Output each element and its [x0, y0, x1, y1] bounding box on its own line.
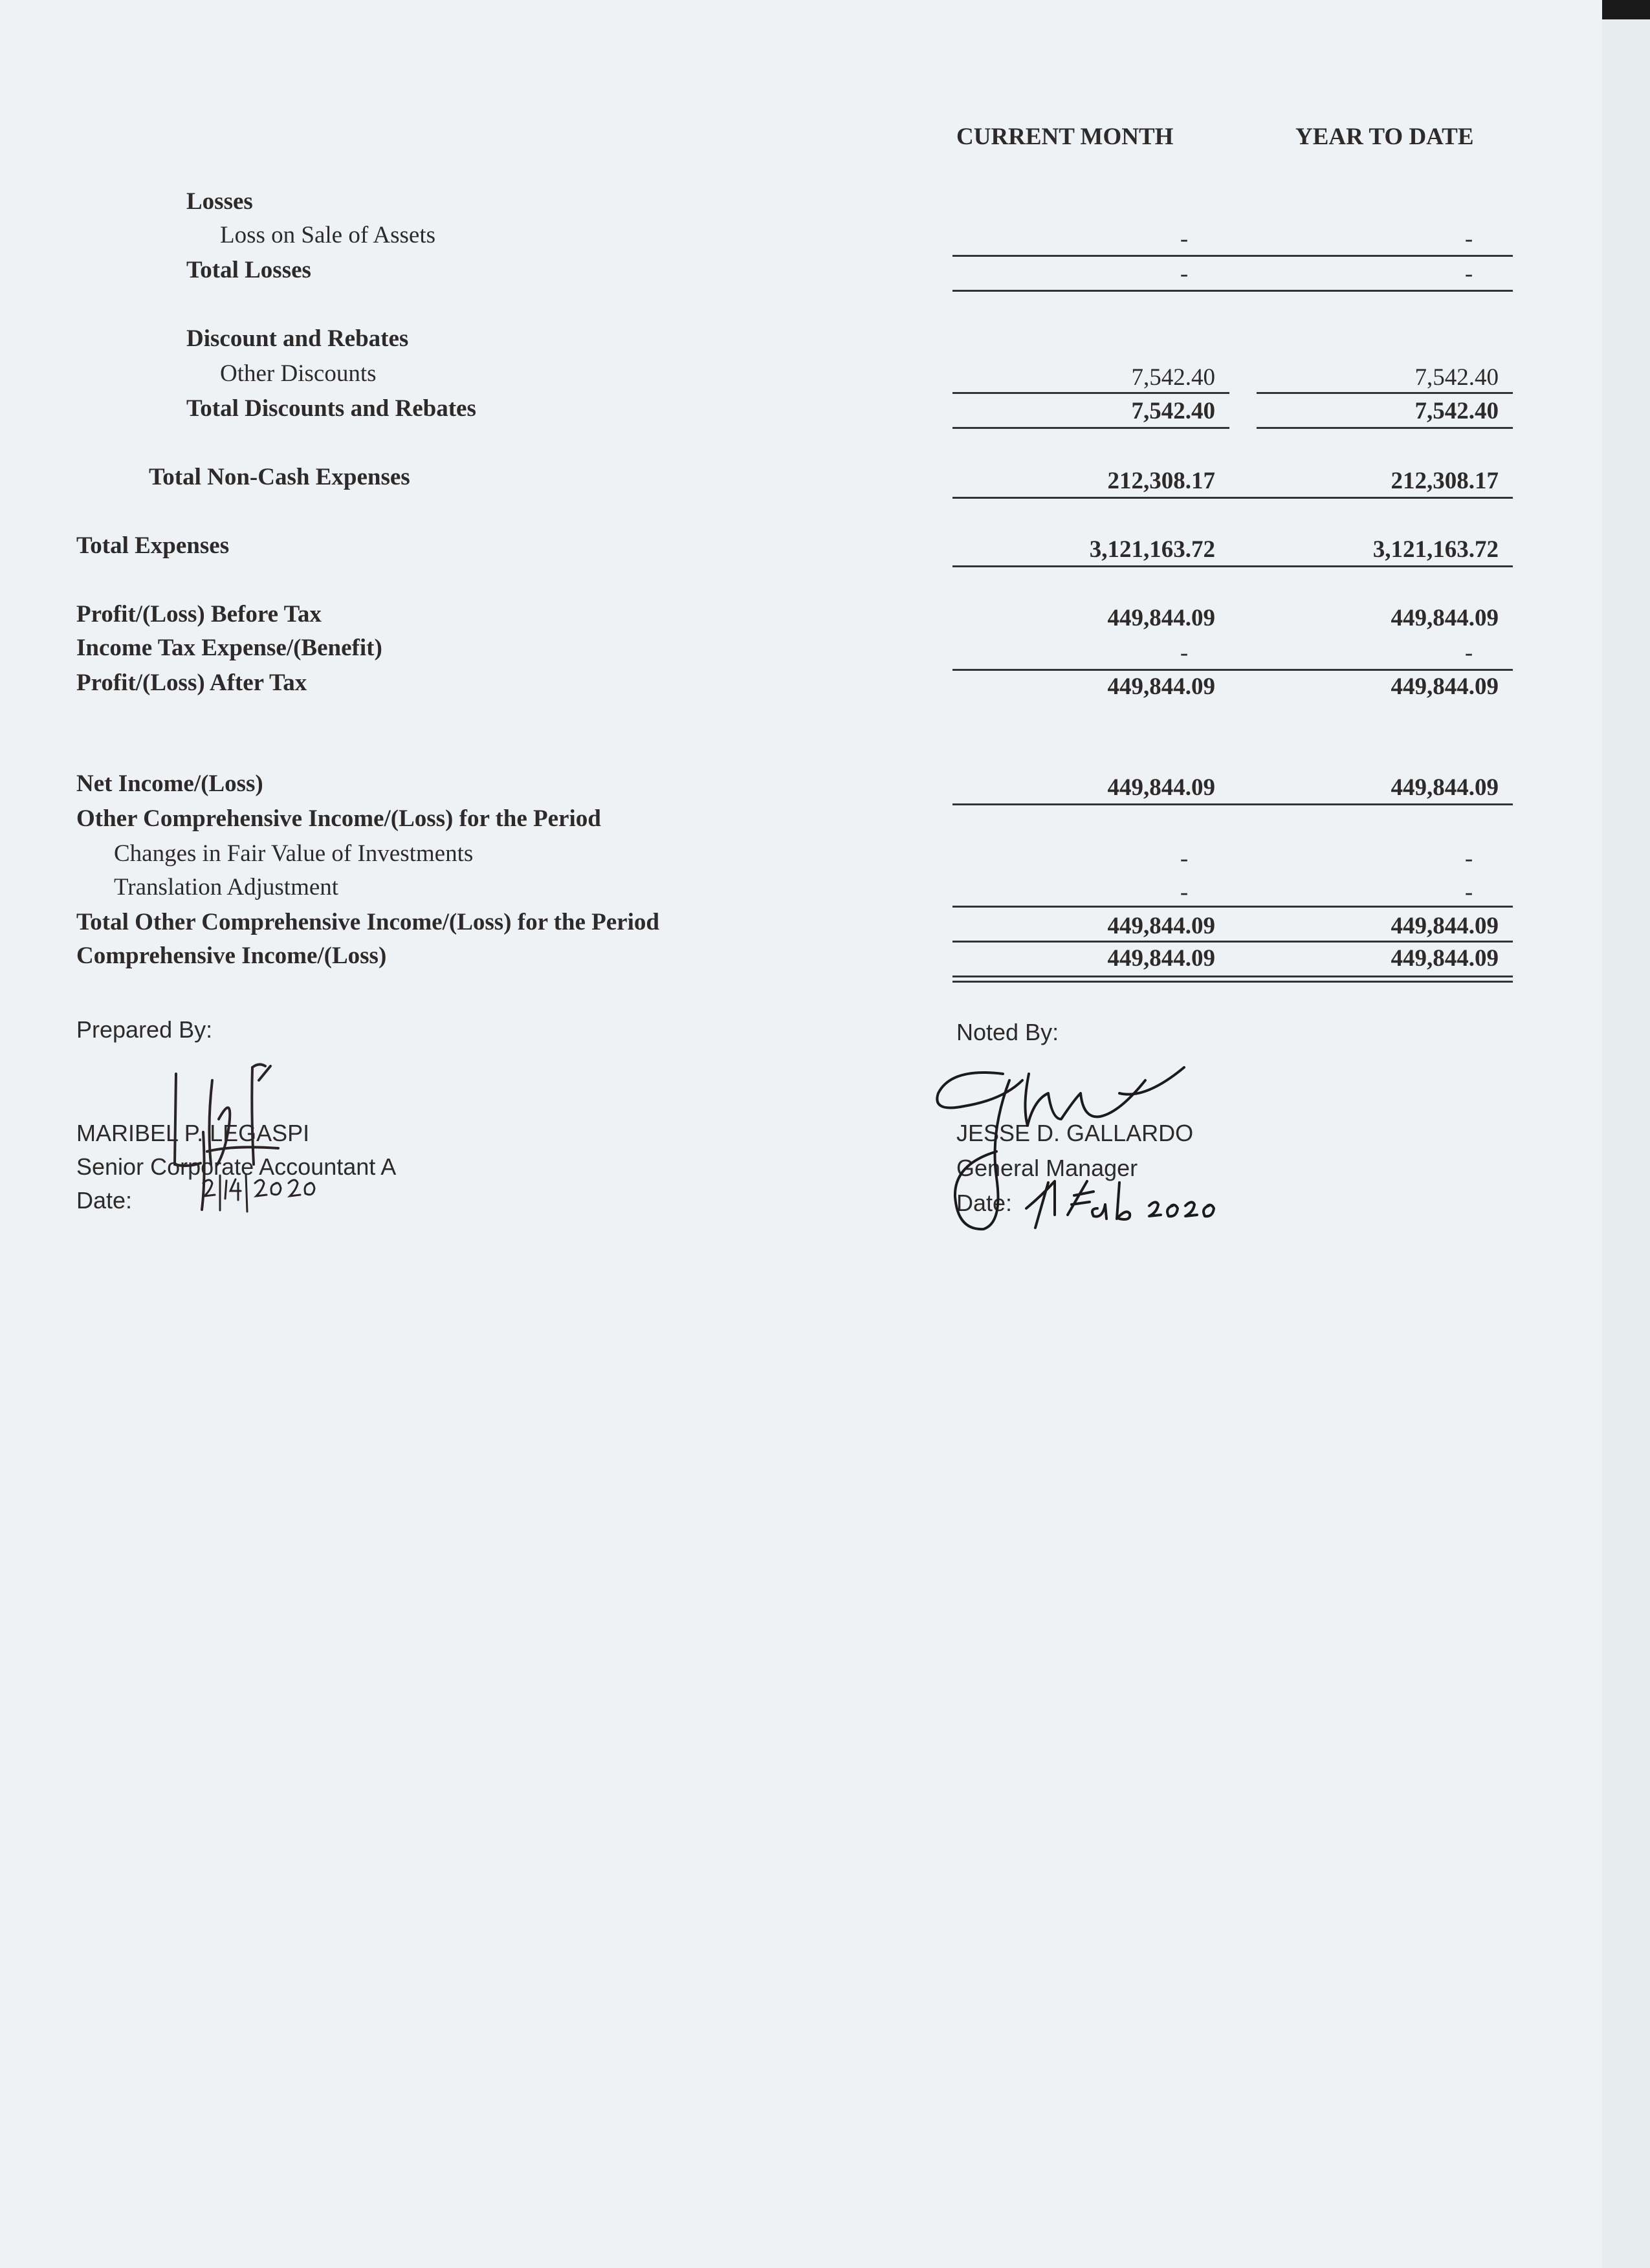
row-translation-label: Translation Adjustment	[114, 874, 339, 900]
row-other-discounts-label: Other Discounts	[220, 360, 377, 387]
row-net-income-label: Net Income/(Loss)	[76, 770, 263, 797]
row-tax-ytd: -	[1464, 640, 1473, 666]
row-translation-cur: -	[1180, 879, 1189, 906]
rule-discounts-bottom-ytd	[1257, 427, 1513, 429]
rule-tax	[952, 669, 1513, 671]
row-total-oci-ytd: 449,844.09	[1391, 913, 1499, 939]
row-tax-cur: -	[1180, 640, 1189, 666]
rule-losses-top	[952, 255, 1513, 257]
prepared-by-label: Prepared By:	[76, 1016, 213, 1043]
rule-discounts-top-cur	[952, 392, 1229, 394]
rule-comprehensive-1	[952, 976, 1513, 977]
row-net-income-cur: 449,844.09	[1107, 774, 1215, 801]
row-total-losses-label: Total Losses	[186, 257, 311, 283]
section-losses: Losses	[186, 188, 253, 215]
row-comprehensive-label: Comprehensive Income/(Loss)	[76, 943, 387, 969]
row-loss-sale-cur: -	[1180, 226, 1189, 252]
row-fair-value-cur: -	[1180, 845, 1189, 872]
noted-by-date-label: Date:	[956, 1190, 1013, 1216]
rule-translation	[952, 906, 1513, 908]
row-pat-label: Profit/(Loss) After Tax	[76, 670, 307, 696]
row-total-oci-cur: 449,844.09	[1107, 913, 1215, 939]
row-total-expenses-ytd: 3,121,163.72	[1372, 536, 1499, 563]
row-noncash-label: Total Non-Cash Expenses	[149, 464, 410, 490]
rule-comprehensive-2	[952, 981, 1513, 983]
header-year-to-date: YEAR TO DATE	[1295, 124, 1474, 150]
row-total-losses-ytd: -	[1464, 261, 1473, 287]
noted-by-label: Noted By:	[956, 1019, 1059, 1045]
row-pbt-label: Profit/(Loss) Before Tax	[76, 601, 322, 627]
row-noncash-ytd: 212,308.17	[1391, 468, 1499, 494]
row-loss-sale-ytd: -	[1464, 226, 1473, 252]
rule-losses-bottom	[952, 290, 1513, 292]
prepared-date-handwritten-icon	[201, 1174, 324, 1213]
rule-total-oci	[952, 941, 1513, 943]
scan-edge-right	[1602, 19, 1650, 2268]
row-comprehensive-cur: 449,844.09	[1107, 945, 1215, 972]
prepared-by-date-label: Date:	[76, 1187, 133, 1214]
rule-total-expenses	[952, 565, 1513, 567]
row-noncash-cur: 212,308.17	[1107, 468, 1215, 494]
noted-by-title: General Manager	[956, 1155, 1138, 1181]
rule-noncash	[952, 497, 1513, 499]
row-comprehensive-ytd: 449,844.09	[1391, 945, 1499, 972]
rule-net-income	[952, 803, 1513, 805]
scan-edge-dark	[1602, 0, 1650, 19]
row-pat-ytd: 449,844.09	[1391, 673, 1499, 700]
row-loss-sale-label: Loss on Sale of Assets	[220, 222, 435, 248]
header-current-month: CURRENT MONTH	[956, 124, 1174, 150]
row-total-discounts-cur: 7,542.40	[1131, 398, 1215, 424]
rule-discounts-bottom-cur	[952, 427, 1229, 429]
prepared-by-title: Senior Corporate Accountant A	[76, 1153, 397, 1180]
row-fair-value-label: Changes in Fair Value of Investments	[114, 840, 474, 867]
row-tax-label: Income Tax Expense/(Benefit)	[76, 635, 382, 661]
section-oci: Other Comprehensive Income/(Loss) for the Period	[76, 805, 601, 832]
row-other-discounts-ytd: 7,542.40	[1414, 364, 1499, 391]
row-net-income-ytd: 449,844.09	[1391, 774, 1499, 801]
row-other-discounts-cur: 7,542.40	[1131, 364, 1215, 391]
row-total-oci-label: Total Other Comprehensive Income/(Loss) for the Period	[76, 909, 659, 935]
row-total-expenses-cur: 3,121,163.72	[1089, 536, 1215, 563]
row-total-expenses-label: Total Expenses	[76, 532, 230, 559]
row-total-losses-cur: -	[1180, 261, 1189, 287]
section-discounts: Discount and Rebates	[186, 325, 409, 352]
row-pbt-ytd: 449,844.09	[1391, 605, 1499, 631]
row-total-discounts-label: Total Discounts and Rebates	[186, 395, 476, 422]
prepared-by-name: MARIBEL P. LEGASPI	[76, 1120, 310, 1146]
row-fair-value-ytd: -	[1464, 845, 1473, 872]
row-pbt-cur: 449,844.09	[1107, 605, 1215, 631]
row-translation-ytd: -	[1464, 879, 1473, 906]
noted-date-handwritten-icon	[1022, 1176, 1216, 1234]
noted-by-name: JESSE D. GALLARDO	[956, 1120, 1194, 1146]
row-pat-cur: 449,844.09	[1107, 673, 1215, 700]
rule-discounts-top-ytd	[1257, 392, 1513, 394]
row-total-discounts-ytd: 7,542.40	[1414, 398, 1499, 424]
